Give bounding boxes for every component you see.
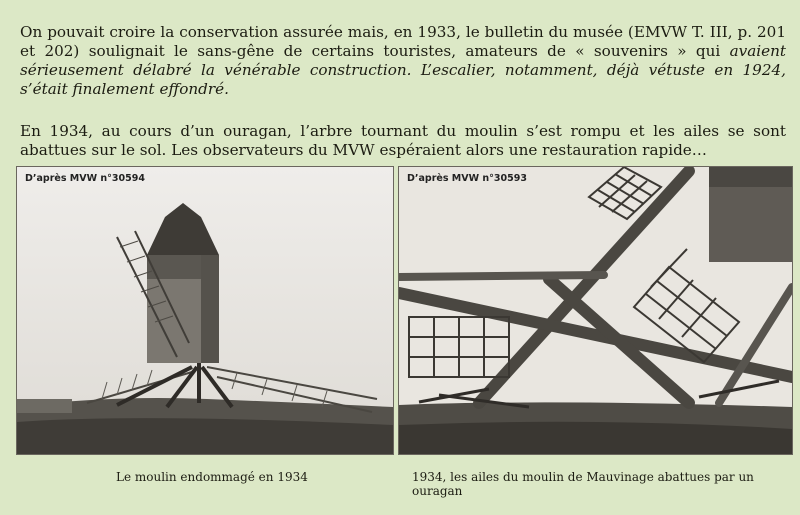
caption-damaged-mill: Le moulin endommagé en 1934 <box>116 470 308 484</box>
photo-damaged-mill <box>16 166 394 455</box>
intro-paragraph <box>20 23 786 99</box>
intro-paragraph-text: On pouvait croire la conservation assurée mais, en 1933, le bulletin du musée (EMVW T. III, p. 201 et 202) soulignait le sans-gêne de certains touristes, amateurs de « souvenirs » qui <box>20 23 786 61</box>
hurricane-paragraph: En 1934, au cours d’un ouragan, l’arbre tournant du moulin s’est rompu et les ailes se sont abattues sur le sol. Les observateurs du MVW espéraient alors une restauration rapide… <box>20 122 786 160</box>
damaged-mill-picture <box>17 167 393 454</box>
photo-fallen-sails <box>398 166 793 455</box>
photo-reference: D’après MVW n°30593 <box>407 173 527 184</box>
fallen-sails-picture <box>399 167 792 454</box>
caption-fallen-sails: 1934, les ailes du moulin de Mauvinage abattues par un ouragan <box>412 470 754 498</box>
photo-reference: D’après MVW n°30594 <box>25 173 145 184</box>
intro-paragraph-italic: avaient sérieusement délabré la vénérable construction. L’escalier, notamment, déjà vétuste en 1924, s’était finalement effondré. <box>20 42 786 99</box>
